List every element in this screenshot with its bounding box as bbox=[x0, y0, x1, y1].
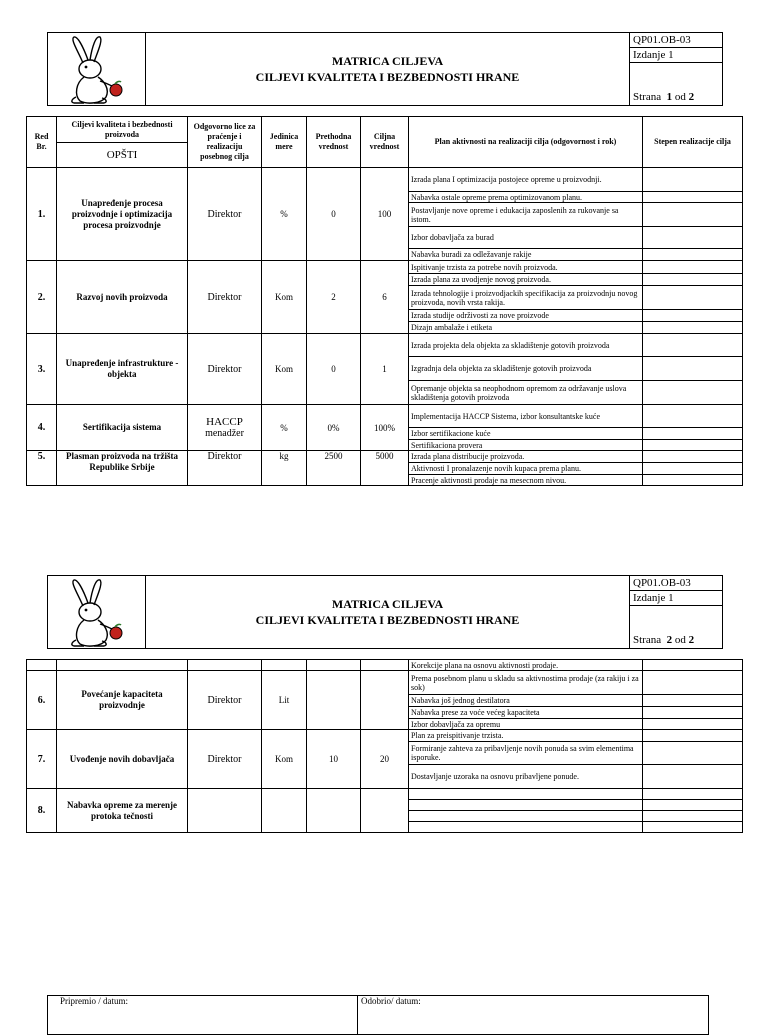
col-prethodna: Prethodna vrednost bbox=[307, 117, 361, 168]
previous-value bbox=[307, 671, 361, 730]
previous-value: 2500 bbox=[307, 451, 361, 486]
document-meta bbox=[629, 576, 722, 648]
document-title: MATRICA CILJEVA bbox=[331, 597, 444, 611]
activity: Ispitivanje trzista za potrebe novih proizvoda. bbox=[409, 261, 643, 274]
responsible-person: Direktor bbox=[188, 671, 262, 730]
realization-cell bbox=[643, 261, 743, 274]
previous-value: 0 bbox=[307, 334, 361, 405]
col-stepen: Stepen realizacije cilja bbox=[643, 117, 743, 168]
target-value: 100% bbox=[361, 405, 409, 451]
realization-cell bbox=[643, 405, 743, 428]
goal-text: Povećanje kapaciteta proizvodnje bbox=[57, 671, 188, 730]
activity: Izgradnja dela objekta za skladištenje gotovih proizvoda bbox=[409, 357, 643, 381]
realization-cell bbox=[643, 707, 743, 719]
goal-text: Razvoj novih proizvoda bbox=[57, 261, 188, 334]
previous-value: 10 bbox=[307, 730, 361, 789]
activity bbox=[409, 800, 643, 811]
col-plan: Plan aktivnosti na realizaciji cilja (odgovornost i rok) bbox=[409, 117, 643, 168]
unit bbox=[262, 789, 307, 833]
approved-by: Odobrio/ datum: bbox=[361, 996, 421, 1006]
unit: Kom bbox=[262, 261, 307, 334]
activity: Nabavka buradi za odležavanje rakije bbox=[409, 249, 643, 261]
realization-cell bbox=[643, 822, 743, 833]
realization-cell bbox=[643, 334, 743, 357]
target-value bbox=[361, 671, 409, 730]
activity: Pracenje aktivnosti prodaje na mesecnom nivou. bbox=[409, 475, 643, 486]
row-number: 6. bbox=[27, 671, 57, 730]
col-opsti: OPŠTI bbox=[57, 143, 188, 168]
realization-cell bbox=[643, 357, 743, 381]
activity: Izrada plana distribucije proizvoda. bbox=[409, 451, 643, 463]
goals-matrix-page2 bbox=[26, 659, 743, 833]
document-title: MATRICA CILJEVA bbox=[331, 54, 444, 68]
realization-cell bbox=[643, 440, 743, 451]
activity: Implementacija HACCP Sistema, izbor konsultantske kuće bbox=[409, 405, 643, 428]
responsible-person bbox=[188, 660, 262, 671]
activity bbox=[409, 822, 643, 833]
row-number: 7. bbox=[27, 730, 57, 789]
target-value: 1 bbox=[361, 334, 409, 405]
activity: Plan za preispitivanje trzista. bbox=[409, 730, 643, 742]
realization-cell bbox=[643, 719, 743, 730]
realization-cell bbox=[643, 322, 743, 334]
activity: Izbor dobavljača za opremu bbox=[409, 719, 643, 730]
prepared-by: Pripremio / datum: bbox=[48, 996, 358, 1034]
realization-cell bbox=[643, 800, 743, 811]
goal-text: Plasman proizvoda na tržišta Republike Srbije bbox=[57, 451, 188, 486]
signature-footer bbox=[47, 995, 709, 1035]
activity bbox=[409, 811, 643, 822]
realization-cell bbox=[643, 742, 743, 765]
page1-header bbox=[47, 32, 723, 106]
activity: Opremanje objekta sa neophodnom opremom za održavanje uslova skladištenja gotovih proizvoda bbox=[409, 381, 643, 405]
realization-cell bbox=[643, 451, 743, 463]
responsible-person: Direktor bbox=[188, 168, 262, 261]
realization-cell bbox=[643, 463, 743, 475]
document-code: QP01.OB-03 bbox=[630, 576, 722, 591]
activity: Izbor dobavljača za burad bbox=[409, 227, 643, 249]
responsible-person: Direktor bbox=[188, 730, 262, 789]
realization-cell bbox=[643, 660, 743, 671]
activity: Izbor sertifikacione kuće bbox=[409, 428, 643, 440]
activity: Dizajn ambalaže i etiketa bbox=[409, 322, 643, 334]
previous-value bbox=[307, 789, 361, 833]
realization-cell bbox=[643, 168, 743, 192]
activity: Prema posebnom planu u skladu sa aktivnostima prodaje (za rakiju i za sok) bbox=[409, 671, 643, 695]
activity: Aktivnosti I pronalazenje novih kupaca prema planu. bbox=[409, 463, 643, 475]
page-number: Strana 2 od 2 bbox=[633, 634, 695, 646]
row-number: 1. bbox=[27, 168, 57, 261]
rabbit-logo-icon bbox=[48, 576, 146, 648]
document-meta bbox=[629, 33, 722, 105]
target-value: 100 bbox=[361, 168, 409, 261]
row-number: 2. bbox=[27, 261, 57, 334]
realization-cell bbox=[643, 475, 743, 486]
target-value: 20 bbox=[361, 730, 409, 789]
previous-value: 2 bbox=[307, 261, 361, 334]
activity: Nabavka ostale opreme prema optimizovanom planu. bbox=[409, 192, 643, 203]
activity: Izrada studije održivosti za nove proizvode bbox=[409, 310, 643, 322]
row-number: 3. bbox=[27, 334, 57, 405]
page-number: Strana 1 od 2 bbox=[633, 91, 695, 103]
row-number: 5. bbox=[27, 451, 57, 486]
realization-cell bbox=[643, 381, 743, 405]
row-number bbox=[27, 660, 57, 671]
activity: Dostavljanje uzoraka na osnovu pribavljene ponude. bbox=[409, 765, 643, 789]
realization-cell bbox=[643, 428, 743, 440]
goal-text: Uvođenje novih dobavljača bbox=[57, 730, 188, 789]
document-subtitle: CILJEVI KVALITETA I BEZBEDNOSTI HRANE bbox=[255, 613, 520, 627]
activity: Nabavka još jednog destilatora bbox=[409, 695, 643, 707]
unit: Lit bbox=[262, 671, 307, 730]
realization-cell bbox=[643, 730, 743, 742]
unit: % bbox=[262, 405, 307, 451]
row-number: 4. bbox=[27, 405, 57, 451]
realization-cell bbox=[643, 765, 743, 789]
responsible-person: Direktor bbox=[188, 334, 262, 405]
unit: % bbox=[262, 168, 307, 261]
col-ciljevi: Ciljevi kvaliteta i bezbednosti proizvoda bbox=[57, 117, 188, 143]
activity: Izrada projekta dela objekta za skladištenje gotovih proizvoda bbox=[409, 334, 643, 357]
unit: Kom bbox=[262, 730, 307, 789]
previous-value: 0 bbox=[307, 168, 361, 261]
rabbit-logo-icon bbox=[48, 33, 146, 105]
document-edition: Izdanje 1 bbox=[630, 48, 722, 63]
activity: Postavljanje nove opreme i edukacija zaposlenih za rukovanje sa istom. bbox=[409, 203, 643, 227]
realization-cell bbox=[643, 695, 743, 707]
previous-value: 0% bbox=[307, 405, 361, 451]
activity: Sertifikaciona provera bbox=[409, 440, 643, 451]
activity: Izrada plana za uvodjenje novog proizvoda. bbox=[409, 274, 643, 286]
goal-text: Unapređenje infrastrukture - objekta bbox=[57, 334, 188, 405]
activity: Formiranje zahteva za pribavljenje novih ponuda sa svim elementima isporuke. bbox=[409, 742, 643, 765]
realization-cell bbox=[643, 671, 743, 695]
activity: Korekcije plana na osnovu aktivnosti prodaje. bbox=[409, 660, 643, 671]
goal-text: Sertifikacija sistema bbox=[57, 405, 188, 451]
goals-matrix-page1 bbox=[26, 116, 743, 486]
unit: Kom bbox=[262, 334, 307, 405]
unit bbox=[262, 660, 307, 671]
realization-cell bbox=[643, 789, 743, 800]
realization-cell bbox=[643, 286, 743, 310]
goal-text: Nabavka opreme za merenje protoka tečnosti bbox=[57, 789, 188, 833]
activity: Izrada plana I optimizacija postojece opreme u proizvodnji. bbox=[409, 168, 643, 192]
realization-cell bbox=[643, 192, 743, 203]
realization-cell bbox=[643, 227, 743, 249]
target-value bbox=[361, 789, 409, 833]
activity bbox=[409, 789, 643, 800]
previous-value bbox=[307, 660, 361, 671]
goal-text bbox=[57, 660, 188, 671]
document-edition: Izdanje 1 bbox=[630, 591, 722, 606]
realization-cell bbox=[643, 274, 743, 286]
target-value: 6 bbox=[361, 261, 409, 334]
document-subtitle: CILJEVI KVALITETA I BEZBEDNOSTI HRANE bbox=[255, 70, 520, 84]
target-value bbox=[361, 660, 409, 671]
responsible-person bbox=[188, 789, 262, 833]
col-red-br: Red Br. bbox=[27, 117, 57, 168]
responsible-person: Direktor bbox=[188, 451, 262, 486]
responsible-person: Direktor bbox=[188, 261, 262, 334]
realization-cell bbox=[643, 811, 743, 822]
unit: kg bbox=[262, 451, 307, 486]
activity: Izrada tehnologije i proizvodjackih specifikacija za proizvodnju novog proizvoda, novih vrsta rakija. bbox=[409, 286, 643, 310]
col-odgovorno: Odgovorno lice za praćenje i realizaciju posebnog cilja bbox=[188, 117, 262, 168]
target-value: 5000 bbox=[361, 451, 409, 486]
realization-cell bbox=[643, 203, 743, 227]
realization-cell bbox=[643, 249, 743, 261]
goal-text: Unapređenje procesa proizvodnje i optimizacija procesa proizvodnje bbox=[57, 168, 188, 261]
realization-cell bbox=[643, 310, 743, 322]
responsible-person: HACCP menadžer bbox=[188, 405, 262, 451]
col-ciljna: Ciljna vrednost bbox=[361, 117, 409, 168]
page2-header bbox=[47, 575, 723, 649]
document-code: QP01.OB-03 bbox=[630, 33, 722, 48]
row-number: 8. bbox=[27, 789, 57, 833]
col-jedinica: Jedinica mere bbox=[262, 117, 307, 168]
activity: Nabavka prese za voće većeg kapaciteta bbox=[409, 707, 643, 719]
